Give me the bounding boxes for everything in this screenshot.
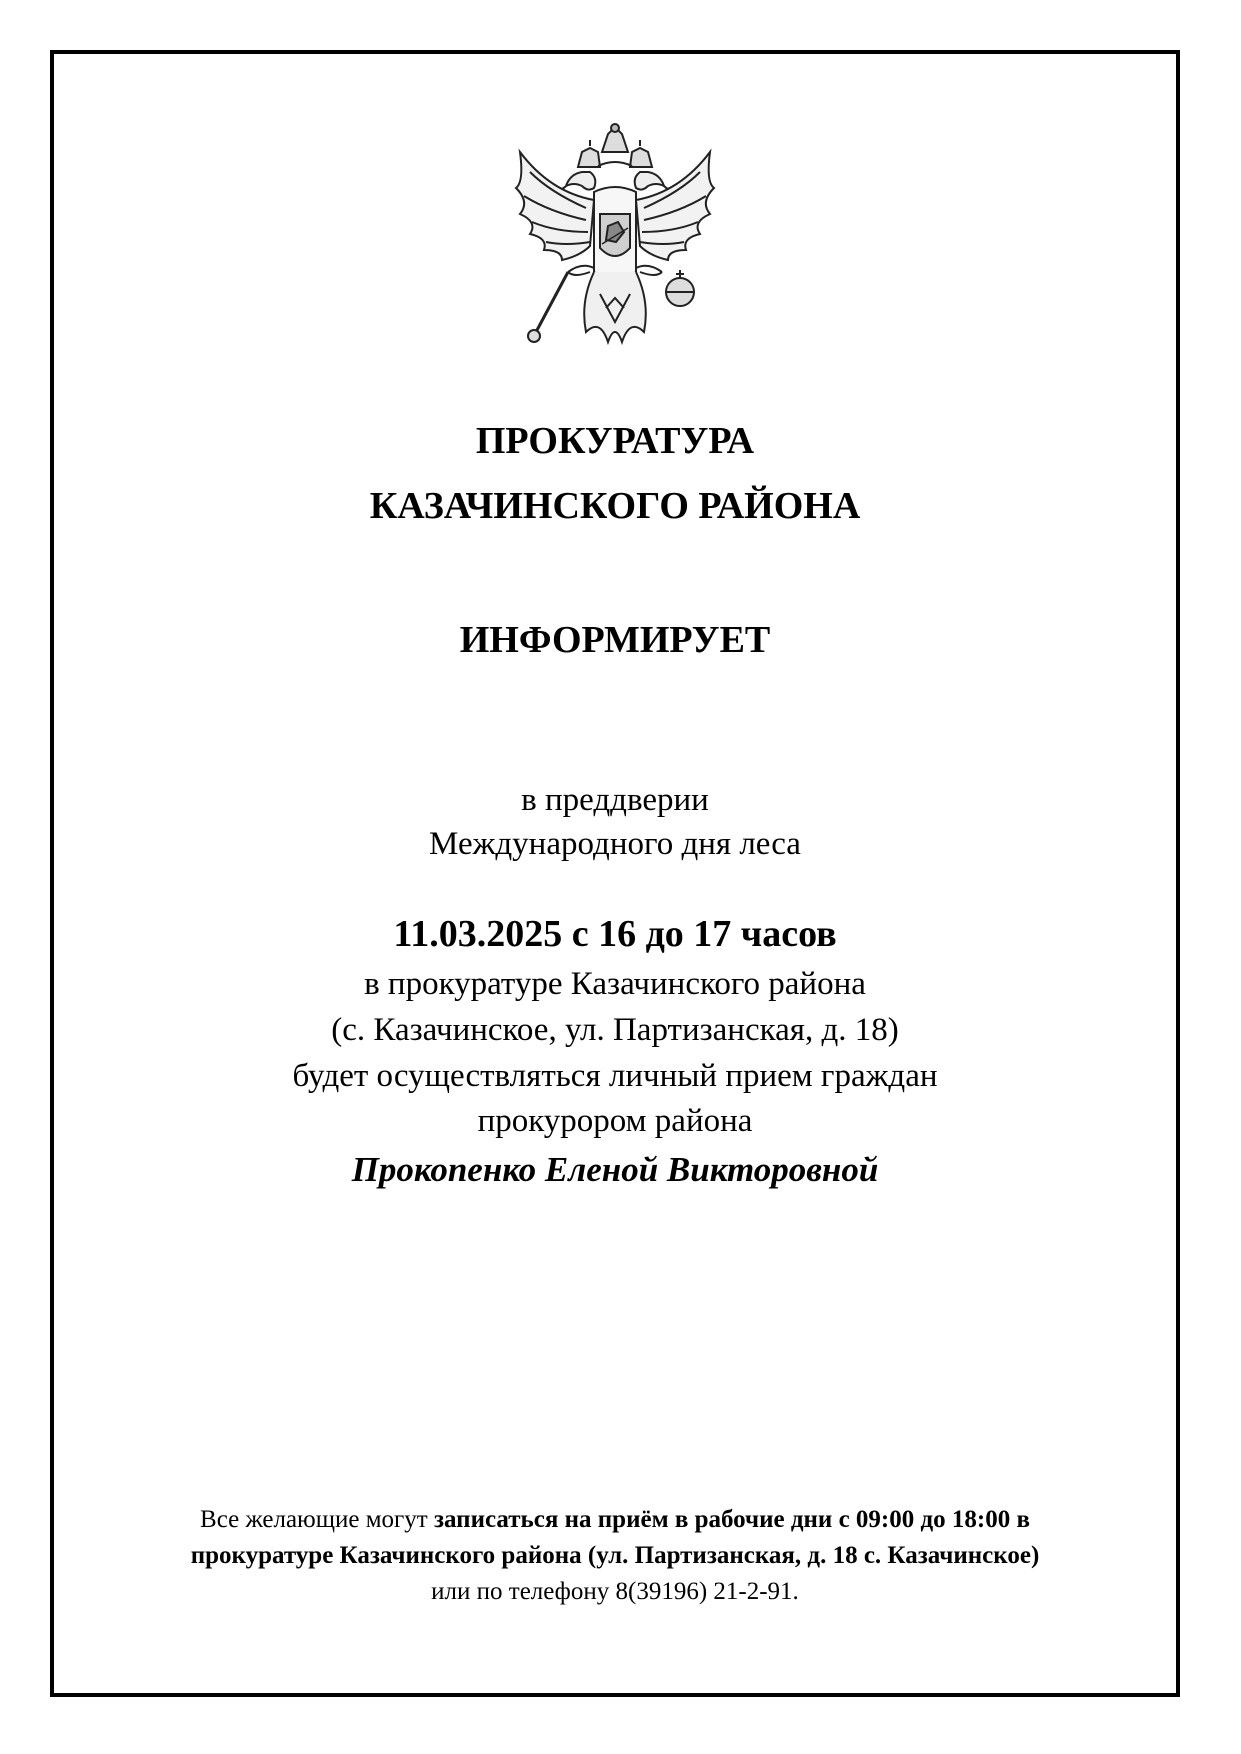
- occasion-line-2: Международного дня леса: [429, 826, 801, 862]
- event-description-line: будет осуществляться личный прием граждан: [292, 1058, 938, 1094]
- russian-coat-of-arms-icon: [490, 122, 740, 372]
- informs-heading: ИНФОРМИРУЕТ: [459, 619, 771, 661]
- footer-line-2: [54, 1538, 1176, 1574]
- event-location-line: в прокуратуре Казачинского района: [364, 966, 866, 1002]
- header-title-line-1: ПРОКУРАТУРА: [475, 420, 755, 462]
- event-datetime: 11.03.2025 с 16 до 17 часов: [393, 913, 837, 955]
- footer-text-regular: Все желающие могут: [200, 1506, 434, 1533]
- official-name: Прокопенко Еленой Викторовной: [351, 1150, 879, 1189]
- header-title-line-2: КАЗАЧИНСКОГО РАЙОНА: [369, 485, 861, 527]
- footer-line-1: [54, 1502, 1176, 1538]
- footer-text-bold: записаться на приём в рабочие дни с 09:00 до 18:00 в: [433, 1506, 1030, 1533]
- event-official-title-line: прокурором района: [477, 1103, 753, 1139]
- footer-line-3: [54, 1574, 1176, 1610]
- footer-address-bold: прокуратуре Казачинского района (ул. Партизанская, д. 18 с. Казачинское): [190, 1542, 1040, 1569]
- occasion-line-1: в преддверии: [521, 782, 709, 818]
- event-address-line: (с. Казачинское, ул. Партизанская, д. 18): [331, 1012, 899, 1048]
- footer-phone: или по телефону 8(39196) 21-2-91.: [431, 1578, 799, 1605]
- footer-note: [54, 1502, 1176, 1610]
